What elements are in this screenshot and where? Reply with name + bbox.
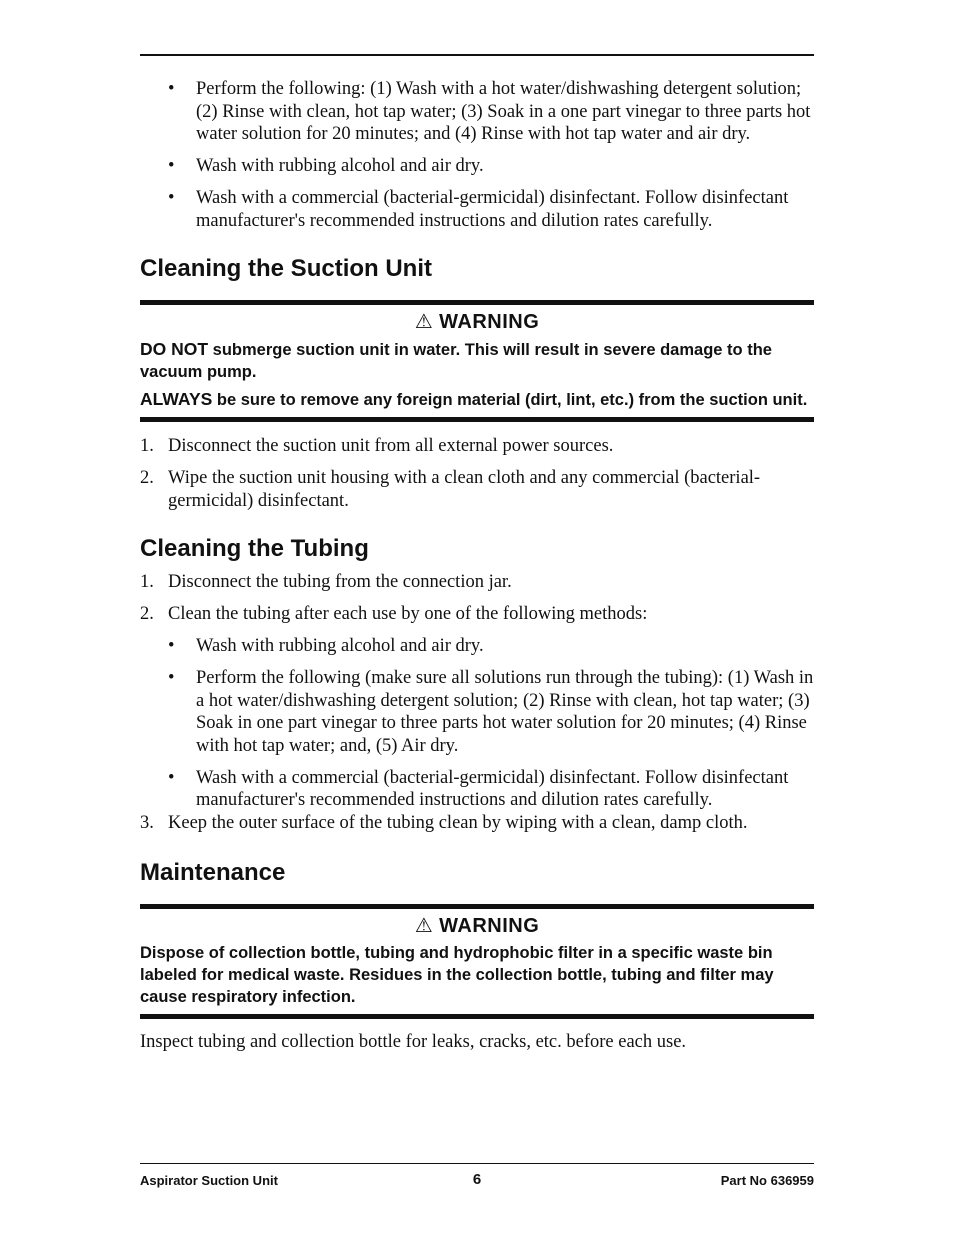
list-item: 1. Disconnect the suction unit from all external power sources. — [140, 436, 614, 456]
list-item: • Wash with a commercial (bacterial-germicidal) disinfectant. Follow disinfectant manufacturer's recommended instructions and dilution rates carefully. — [168, 767, 789, 810]
warning-title: ⚠ WARNING — [414, 915, 540, 937]
list-item: 3. Keep the outer surface of the tubing clean by wiping with a clean, damp cloth. — [140, 812, 748, 833]
part-number: Part No 636959 — [720, 1173, 814, 1188]
warning-text: Dispose of collection bottle, tubing and hydrophobic filter in a specific waste bin labeled for medical waste. Residues in the collection bottle, tubing and filter may cause respiratory infection. — [140, 944, 774, 1006]
section-heading-tubing: Cleaning the Tubing — [140, 535, 369, 562]
list-item: • Wash with rubbing alcohol and air dry. — [168, 156, 484, 176]
list-item: 2. Clean the tubing after each use by one of the following methods: • Wash with rubbing alcohol and air dry. • Perform the following (make sure all solutions run through the tubing): (1) Wash in a hot water/dishwashing detergent solution; (2) Rinse with clean, hot tap water; (3) Soak in one part vinegar to three parts hot water solution for 20 minutes; (4) Rinse with hot tap water; and, (5) Air dry. • Wash with a commercial (bacterial-germicidal) disinfectant. Follow disinfectant manufacturer's recommended instructions and dilution rates carefully. — [140, 604, 814, 810]
warning-box-suction-unit — [140, 300, 814, 422]
top-rule — [140, 54, 814, 56]
bullet-icon: • — [168, 188, 175, 208]
bullet-icon: • — [168, 668, 175, 688]
suction-unit-steps — [140, 435, 814, 512]
warning-box-maintenance — [140, 904, 814, 1019]
maintenance-paragraph: Inspect tubing and collection bottle for leaks, cracks, etc. before each use. — [140, 1032, 687, 1052]
warning-icon: ⚠ — [414, 311, 434, 333]
bullet-icon: • — [168, 79, 175, 99]
top-bullet-list — [140, 78, 814, 232]
footer-title: Aspirator Suction Unit — [140, 1173, 278, 1188]
bullet-icon: • — [168, 767, 175, 788]
list-item: • Perform the following: (1) Wash with a hot water/dishwashing detergent solution; (2) Rinse with clean, hot tap water; (3) Soak in a one part vinegar to three parts hot water solution for 20 minutes; and (4) Rinse with hot tap water and air dry. — [168, 79, 811, 144]
list-item: • Wash with rubbing alcohol and air dry. — [168, 636, 484, 656]
list-item: • Perform the following (make sure all solutions run through the tubing): (1) Wash in a hot water/dishwashing detergent solution; (2) Rinse with clean, hot tap water; (3) Soak in one part vinegar to three parts hot water solution for 20 minutes; (4) Rinse with hot tap water; and, (5) Air dry. — [168, 668, 814, 756]
page-content — [140, 78, 814, 1054]
list-item: 2. Wipe the suction unit housing with a clean cloth and any commercial (bacterial-germicidal) disinfectant. — [140, 468, 761, 511]
list-item: • Wash with a commercial (bacterial-germicidal) disinfectant. Follow disinfectant manufacturer's recommended instructions and dilution rates carefully. — [168, 188, 789, 231]
section-heading-maintenance: Maintenance — [140, 859, 286, 886]
warning-text: DO NOT submerge suction unit in water. This will result in severe damage to the vacuum pump. — [140, 339, 772, 381]
warning-title: ⚠ WARNING — [414, 311, 540, 333]
warning-icon: ⚠ — [414, 915, 434, 937]
manual-page — [140, 0, 814, 1235]
bullet-icon: • — [168, 156, 175, 176]
list-item: 1. Disconnect the tubing from the connection jar. — [140, 572, 512, 592]
tubing-steps — [140, 571, 814, 834]
page-number: 6 — [472, 1171, 482, 1188]
page-footer — [140, 1171, 814, 1191]
warning-text: ALWAYS be sure to remove any foreign material (dirt, lint, etc.) from the suction unit. — [140, 389, 808, 409]
footer-rule — [140, 1163, 814, 1164]
section-heading-suction-unit: Cleaning the Suction Unit — [140, 255, 432, 282]
tubing-method-list — [140, 635, 814, 812]
bullet-icon: • — [168, 636, 175, 656]
